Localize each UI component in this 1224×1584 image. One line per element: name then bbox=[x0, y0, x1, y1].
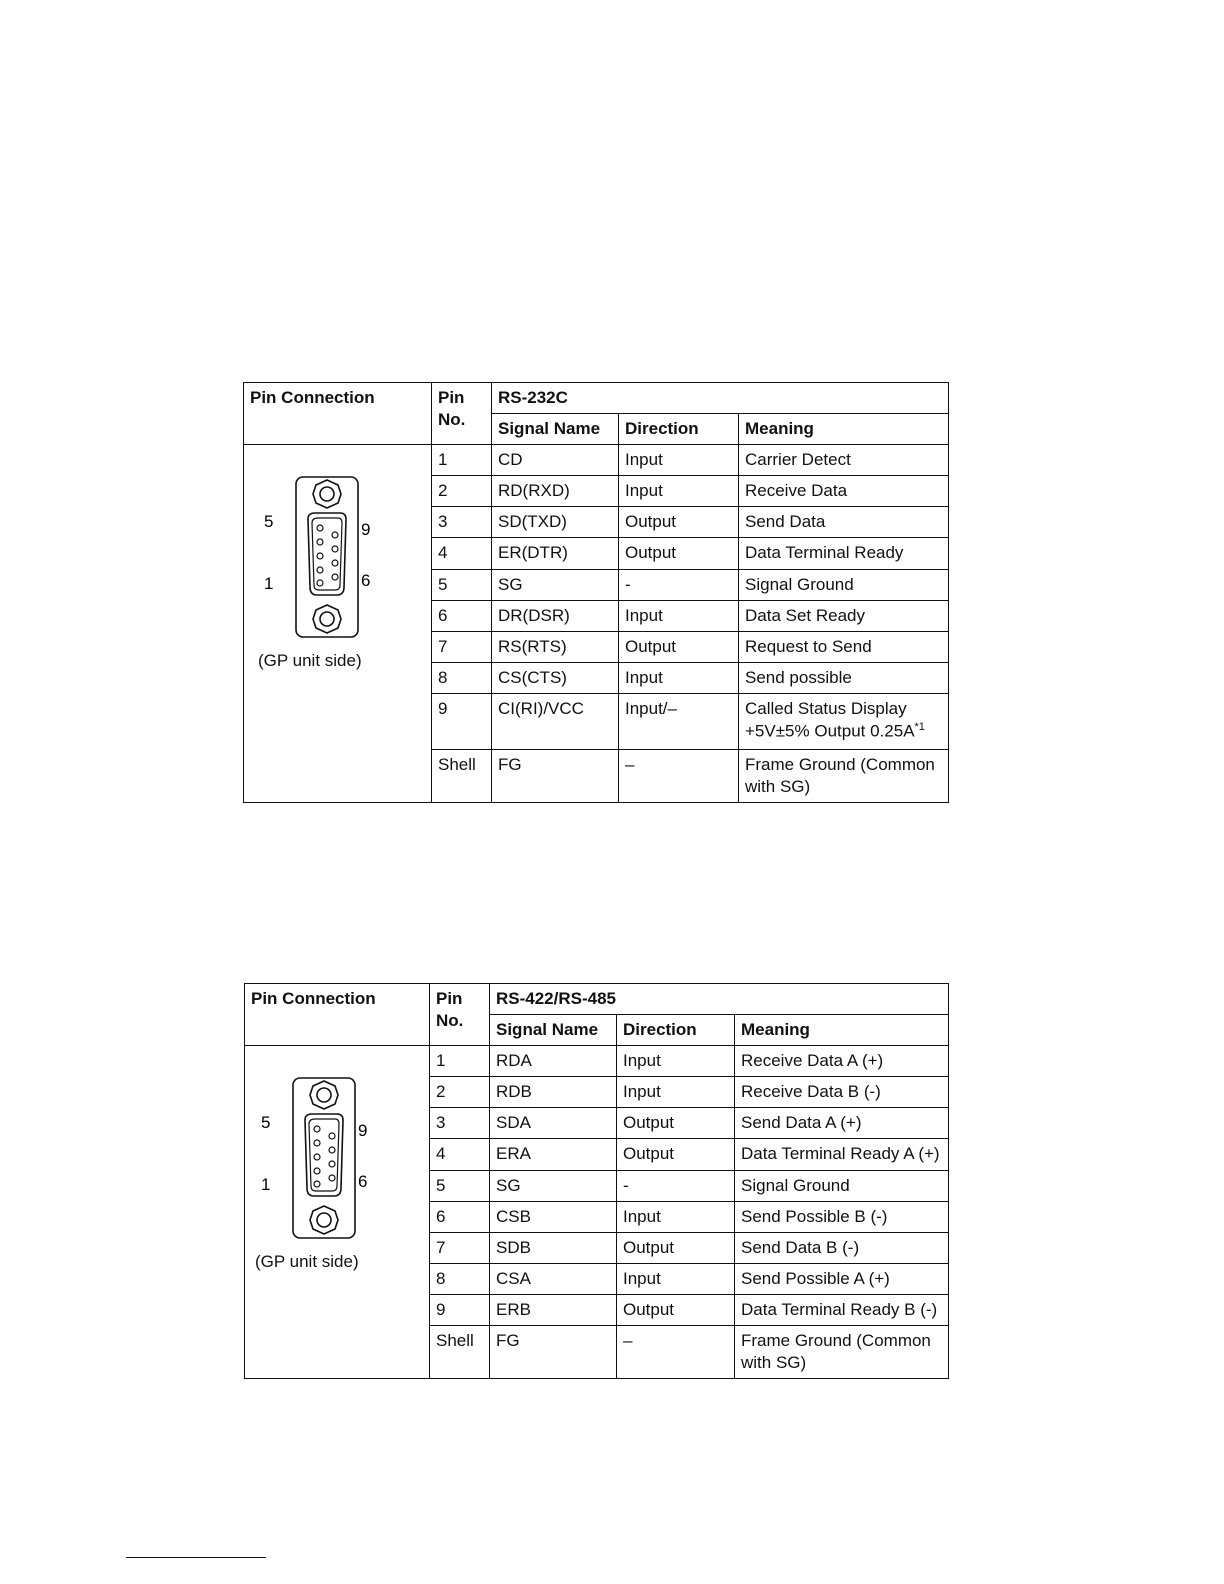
signal-cell: RDA bbox=[490, 1046, 617, 1077]
direction-cell: Output bbox=[617, 1294, 735, 1325]
pin-label-1: 1 bbox=[264, 574, 274, 594]
pin-cell: 9 bbox=[432, 693, 492, 749]
signal-cell: SD(TXD) bbox=[492, 507, 619, 538]
meaning-cell: Send Data A (+) bbox=[735, 1108, 949, 1139]
meaning-cell: Called Status Display +5V±5% Output $0.25A^{*1}$ bbox=[739, 693, 949, 749]
pin-label-9: 9 bbox=[361, 520, 370, 540]
meaning-cell: Receive Data B (-) bbox=[735, 1077, 949, 1108]
meaning-header: Meaning bbox=[735, 1015, 949, 1046]
pin-cell: Shell bbox=[432, 749, 492, 802]
direction-cell: - bbox=[617, 1170, 735, 1201]
direction-cell: Output bbox=[617, 1232, 735, 1263]
meaning-cell: Data Terminal Ready bbox=[739, 538, 949, 569]
direction-cell: Input/– bbox=[619, 693, 739, 749]
pin-label-6: 6 bbox=[361, 571, 370, 591]
pin-cell: 5 bbox=[432, 569, 492, 600]
signal-cell: SG bbox=[490, 1170, 617, 1201]
standard-header: RS-232C bbox=[492, 383, 949, 414]
signal-cell: ERA bbox=[490, 1139, 617, 1170]
connector-diagram-cell bbox=[245, 1046, 430, 1379]
signal-cell: FG bbox=[490, 1326, 617, 1379]
pin-no-header: Pin No. bbox=[430, 984, 490, 1046]
diagram-caption: (GP unit side) bbox=[258, 651, 362, 671]
pin-cell: 2 bbox=[430, 1077, 490, 1108]
signal-cell: FG bbox=[492, 749, 619, 802]
direction-cell: - bbox=[619, 569, 739, 600]
signal-name-header: Signal Name bbox=[490, 1015, 617, 1046]
pin-no-header: Pin No. bbox=[432, 383, 492, 445]
signal-cell: SDB bbox=[490, 1232, 617, 1263]
meaning-cell: Data Terminal Ready A (+) bbox=[735, 1139, 949, 1170]
direction-cell: Input bbox=[617, 1077, 735, 1108]
meaning-cell: Signal Ground bbox=[739, 569, 949, 600]
direction-cell: Output bbox=[619, 631, 739, 662]
pin-label-6: 6 bbox=[358, 1172, 367, 1192]
direction-cell: Output bbox=[619, 538, 739, 569]
direction-cell: Input bbox=[619, 662, 739, 693]
pin-cell: 3 bbox=[432, 507, 492, 538]
table-row bbox=[244, 445, 949, 476]
meaning-cell: Send Data B (-) bbox=[735, 1232, 949, 1263]
meaning-cell: Data Terminal Ready B (-) bbox=[735, 1294, 949, 1325]
pin-connection-header: Pin Connection bbox=[244, 383, 432, 445]
rs422-rs485-pin-table bbox=[244, 983, 949, 1379]
signal-cell: RDB bbox=[490, 1077, 617, 1108]
meaning-cell: Send Possible A (+) bbox=[735, 1263, 949, 1294]
direction-cell: – bbox=[619, 749, 739, 802]
direction-cell: Input bbox=[617, 1201, 735, 1232]
signal-cell: CSB bbox=[490, 1201, 617, 1232]
table-row bbox=[245, 1046, 949, 1077]
signal-cell: CS(CTS) bbox=[492, 662, 619, 693]
pin-cell: 2 bbox=[432, 476, 492, 507]
meaning-cell: Frame Ground (Common with SG) bbox=[739, 749, 949, 802]
pin-cell: 5 bbox=[430, 1170, 490, 1201]
signal-cell: ERB bbox=[490, 1294, 617, 1325]
meaning-cell: Receive Data bbox=[739, 476, 949, 507]
pin-label-9: 9 bbox=[358, 1121, 367, 1141]
direction-cell: Input bbox=[617, 1046, 735, 1077]
meaning-cell: Receive Data A (+) bbox=[735, 1046, 949, 1077]
connector-diagram-cell bbox=[244, 445, 432, 803]
pin-cell: 4 bbox=[432, 538, 492, 569]
pin-label-5: 5 bbox=[261, 1113, 271, 1133]
signal-cell: RS(RTS) bbox=[492, 631, 619, 662]
signal-name-header: Signal Name bbox=[492, 414, 619, 445]
standard-header: RS-422/RS-485 bbox=[490, 984, 949, 1015]
signal-cell: CD bbox=[492, 445, 619, 476]
meaning-cell: Request to Send bbox=[739, 631, 949, 662]
pin-label-1: 1 bbox=[261, 1175, 271, 1195]
meaning-cell: Signal Ground bbox=[735, 1170, 949, 1201]
meaning-cell: Send Possible B (-) bbox=[735, 1201, 949, 1232]
direction-cell: Output bbox=[617, 1139, 735, 1170]
direction-cell: Input bbox=[619, 445, 739, 476]
meaning-cell: Frame Ground (Common with SG) bbox=[735, 1326, 949, 1379]
pin-cell: 4 bbox=[430, 1139, 490, 1170]
direction-cell: Input bbox=[617, 1263, 735, 1294]
signal-cell: RD(RXD) bbox=[492, 476, 619, 507]
db9-connector-diagram bbox=[260, 463, 370, 638]
meaning-cell: Send Data bbox=[739, 507, 949, 538]
pin-cell: 8 bbox=[430, 1263, 490, 1294]
meaning-cell: Carrier Detect bbox=[739, 445, 949, 476]
pin-cell: 9 bbox=[430, 1294, 490, 1325]
signal-cell: CI(RI)/VCC bbox=[492, 693, 619, 749]
pin-label-5: 5 bbox=[264, 512, 274, 532]
pin-connection-header: Pin Connection bbox=[245, 984, 430, 1046]
direction-cell: Output bbox=[617, 1108, 735, 1139]
signal-cell: ER(DTR) bbox=[492, 538, 619, 569]
pin-cell: 6 bbox=[432, 600, 492, 631]
footnote-marker: *1 bbox=[914, 721, 925, 734]
pin-cell: 7 bbox=[430, 1232, 490, 1263]
signal-cell: CSA bbox=[490, 1263, 617, 1294]
direction-cell: Output bbox=[619, 507, 739, 538]
diagram-caption: (GP unit side) bbox=[255, 1252, 359, 1272]
db9-connector-diagram bbox=[257, 1064, 367, 1239]
pin-cell: 8 bbox=[432, 662, 492, 693]
signal-cell: SG bbox=[492, 569, 619, 600]
footnote-separator bbox=[126, 1557, 266, 1558]
pin-cell: 7 bbox=[432, 631, 492, 662]
direction-header: Direction bbox=[619, 414, 739, 445]
direction-cell: – bbox=[617, 1326, 735, 1379]
rs232c-pin-table bbox=[243, 382, 949, 803]
pin-cell: 1 bbox=[432, 445, 492, 476]
meaning-cell: Data Set Ready bbox=[739, 600, 949, 631]
meaning-header: Meaning bbox=[739, 414, 949, 445]
direction-header: Direction bbox=[617, 1015, 735, 1046]
meaning-cell: Send possible bbox=[739, 662, 949, 693]
pin-cell: 6 bbox=[430, 1201, 490, 1232]
signal-cell: SDA bbox=[490, 1108, 617, 1139]
pin-cell: 1 bbox=[430, 1046, 490, 1077]
signal-cell: DR(DSR) bbox=[492, 600, 619, 631]
pin-cell: Shell bbox=[430, 1326, 490, 1379]
direction-cell: Input bbox=[619, 476, 739, 507]
direction-cell: Input bbox=[619, 600, 739, 631]
pin-cell: 3 bbox=[430, 1108, 490, 1139]
